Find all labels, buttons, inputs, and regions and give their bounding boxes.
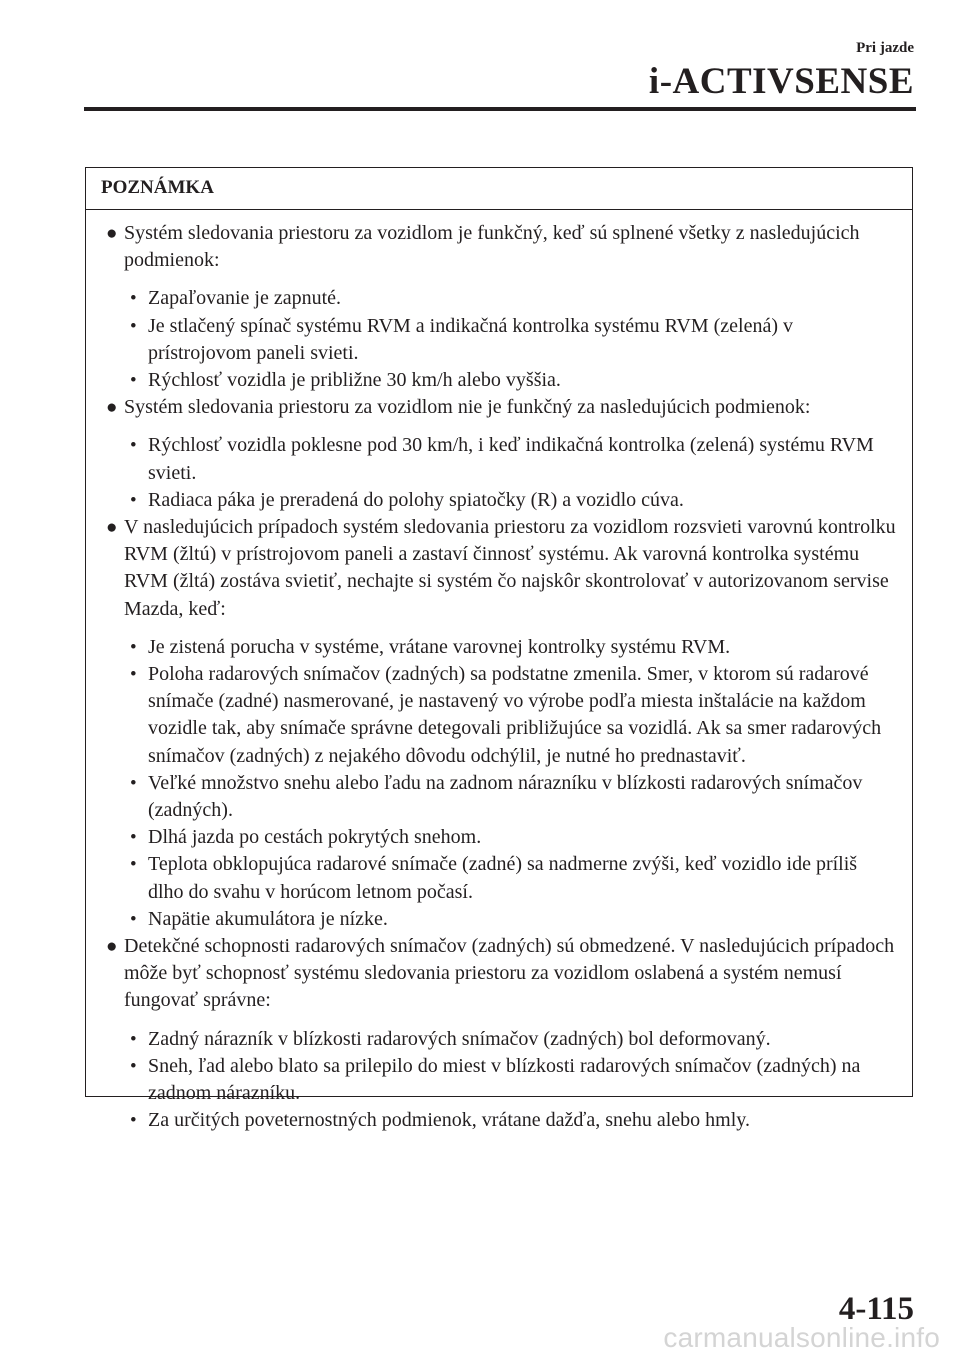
sub-item	[130, 1107, 896, 1134]
sub-item-text: Zapaľovanie je zapnuté.	[148, 287, 342, 310]
sub-item-text: Je zistená porucha v systéme, vrátane varovnej kontrolky systému RVM.	[148, 635, 731, 658]
bullet-icon: ●	[106, 517, 118, 539]
sub-item	[130, 1026, 896, 1053]
sub-item-text: Sneh, ľad alebo blato sa prilepilo do miest v blízkosti radarových snímačov (zadných) na zadnom nárazníku.	[148, 1054, 861, 1105]
sub-bullet-icon: •	[130, 1055, 137, 1077]
sub-bullet-icon: •	[130, 370, 137, 392]
sub-bullet-icon: •	[130, 854, 137, 876]
sub-item	[130, 487, 896, 514]
sub-bullet-icon: •	[130, 1110, 137, 1132]
sub-item	[130, 367, 896, 394]
sub-bullet-icon: •	[130, 636, 137, 658]
sub-bullet-icon: •	[130, 664, 137, 686]
sub-bullet-icon: •	[130, 435, 137, 457]
sub-item	[130, 824, 896, 851]
sub-list	[124, 634, 896, 933]
page-number: 4-115	[838, 1291, 914, 1327]
sub-item-text: Za určitých poveternostných podmienok, vrátane dažďa, snehu alebo hmly.	[148, 1109, 750, 1132]
bullet-icon: ●	[106, 223, 118, 244]
note-box	[85, 167, 913, 1132]
sub-item	[130, 313, 896, 367]
sub-item	[130, 634, 896, 661]
sub-bullet-icon: •	[130, 315, 137, 337]
sub-item	[130, 906, 896, 933]
sub-bullet-icon: •	[130, 288, 137, 310]
note-item-text: Systém sledovania priestoru za vozidlom je funkčný, keď sú splnené všetky z nasledujúcich podmienok:	[124, 222, 860, 272]
sub-bullet-icon: •	[130, 908, 137, 930]
sub-bullet-icon: •	[130, 772, 137, 794]
bullet-icon: ●	[106, 936, 118, 958]
sub-item-text: Veľké množstvo snehu alebo ľadu na zadnom nárazníku v blízkosti radarových snímačov (zadných).	[148, 771, 863, 822]
sub-item-text: Dlhá jazda po cestách pokrytých snehom.	[148, 826, 482, 849]
note-heading: POZNÁMKA	[86, 168, 912, 210]
sub-bullet-icon: •	[130, 827, 137, 849]
sub-list	[124, 1026, 896, 1135]
sub-item	[130, 432, 896, 486]
sub-bullet-icon: •	[130, 489, 137, 511]
sub-item	[130, 851, 896, 905]
note-item-text: Detekčné schopnosti radarových snímačov (zadných) sú obmedzené. V nasledujúcich prípadoch môže byť schopnosť systému sledovania priestoru za vozidlom oslabená a systém nemusí fungovať správne:	[124, 935, 895, 1012]
note-item-text: Systém sledovania priestoru za vozidlom nie je funkčný za nasledujúcich podmienok:	[124, 396, 811, 419]
sub-item-text: Zadný nárazník v blízkosti radarových snímačov (zadných) bol deformovaný.	[148, 1027, 771, 1050]
bullet-icon: ●	[106, 397, 118, 419]
sub-list	[124, 432, 896, 514]
note-body	[86, 210, 912, 1135]
sub-item	[130, 1053, 896, 1107]
note-item	[106, 514, 896, 933]
watermark: carmanualsonline.info	[663, 1322, 940, 1353]
sub-item	[130, 285, 896, 312]
header-divider	[84, 107, 916, 111]
sub-list	[124, 285, 896, 394]
note-item	[106, 220, 896, 394]
note-item	[106, 394, 896, 514]
sub-item-text: Napätie akumulátora je nízke.	[148, 907, 388, 930]
section-label: Pri jazde	[856, 40, 914, 56]
sub-item-text: Rýchlosť vozidla je približne 30 km/h alebo vyššia.	[148, 369, 561, 392]
page-title: i-ACTIVSENSE	[648, 61, 914, 102]
sub-item-text: Teplota obklopujúca radarové snímače (zadné) sa nadmerne zvýši, keď vozidlo ide príliš dlho do svahu v horúcom letnom počasí.	[148, 853, 858, 903]
sub-item-text: Je stlačený spínač systému RVM a indikačná kontrolka systému RVM (zelená) v prístrojovom paneli svieti.	[148, 314, 793, 364]
sub-item	[130, 661, 896, 770]
note-item	[106, 933, 896, 1134]
sub-item-text: Rýchlosť vozidla poklesne pod 30 km/h, i keď indikačná kontrolka (zelená) systému RVM svieti.	[148, 434, 874, 484]
note-item-text: V nasledujúcich prípadoch systém sledovania priestoru za vozidlom rozsvieti varovnú kontrolku RVM (žltú) v prístrojovom paneli a zastaví činnosť systému. Ak varovná kontrolka systému RVM (žltá) zostáva svietiť, nechajte si systém čo najskôr skontrolovať v autorizovanom servise Mazda, keď:	[124, 516, 896, 620]
sub-item-text: Poloha radarových snímačov (zadných) sa podstatne zmenila. Smer, v ktorom sú radarové snímače (zadné) nasmerované, je nastavený vo výrobe podľa miesta inštalácie na každom vozidle tak, aby snímače správne detegovali približujúce sa vozidlá. Ak sa smer radarových snímačov (zadných) z nejakého dôvodu odchýlil, je nutné ho prednastaviť.	[148, 663, 882, 767]
sub-item-text: Radiaca páka je preradená do polohy spiatočky (R) a vozidlo cúva.	[148, 488, 684, 511]
sub-item	[130, 770, 896, 824]
sub-bullet-icon: •	[130, 1028, 137, 1050]
